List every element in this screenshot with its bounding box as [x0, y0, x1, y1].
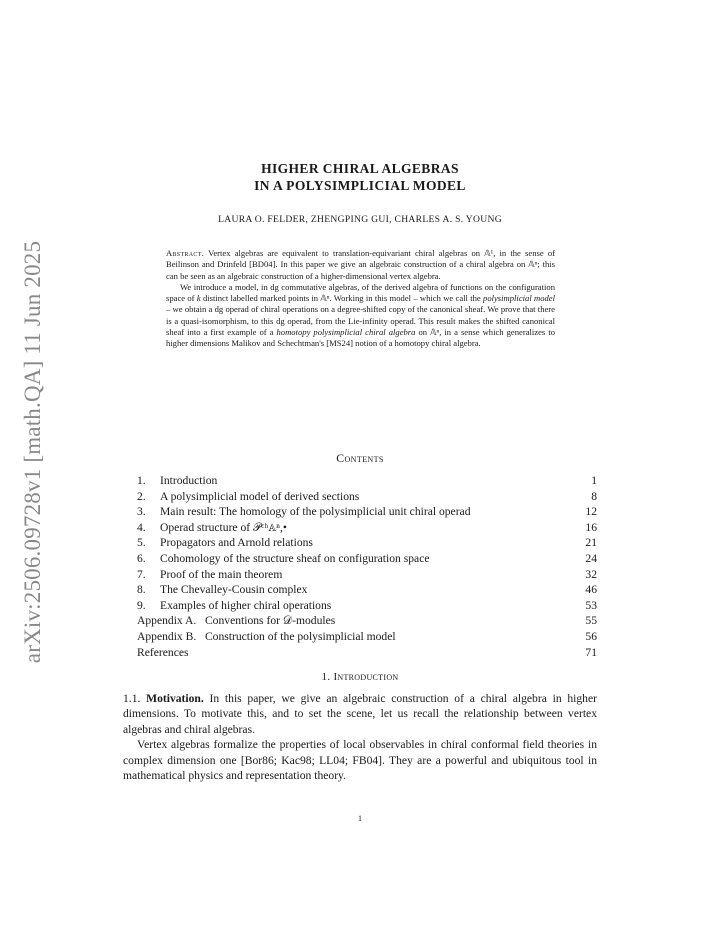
toc-entry-label: Introduction [160, 474, 218, 487]
table-of-contents [137, 473, 597, 660]
abstract-text-2a: We introduce a model, in dg commutative algebras, of the derived algebra of functions on the configuration space of [166, 281, 555, 304]
body-text [123, 691, 597, 783]
toc-entry-label: Appendix A. Conventions for 𝒟-modules [137, 614, 336, 628]
toc-entry-label: A polysimplicial model of derived sections [160, 489, 360, 503]
toc-entry-page: 32 [585, 567, 597, 581]
paper-title-line2: IN A POLYSIMPLICIAL MODEL [254, 178, 466, 193]
page-number: 1 [358, 814, 362, 823]
body-text-1: In this paper, we give an algebraic construction of a chiral algebra in higher dimensions. To motivate this, and to set the scene, let us recall the relationship between vertex algebras and chiral algebras. [123, 692, 597, 736]
toc-entry-label: Cohomology of the structure sheaf on configuration space [160, 551, 430, 565]
toc-entry-label: Propagators and Arnold relations [160, 536, 313, 550]
toc-entry-page: 12 [585, 505, 597, 519]
abstract-var-k: k [196, 293, 201, 304]
toc-entry-number: 5. [137, 536, 146, 550]
paper-title-line1: HIGHER CHIRAL ALGEBRAS [261, 161, 459, 176]
toc-entry[interactable] [137, 582, 597, 598]
abstract-emphasis-polysimplicial: polysimplicial model [483, 293, 556, 304]
toc-entry[interactable] [137, 489, 597, 505]
section-title: Introduction [333, 671, 399, 683]
toc-entry-label: Proof of the main theorem [160, 567, 283, 581]
toc-entry-label: Main result: The homology of the polysimplicial unit chiral operad [160, 505, 471, 519]
abstract-emphasis-homotopy: homotopy polysimplicial chiral algebra [276, 327, 416, 338]
toc-entry-label: The Chevalley-Cousin complex [160, 583, 308, 597]
toc-entry-label: Appendix B. Construction of the polysimplicial model [137, 629, 396, 643]
toc-entry-page: 56 [585, 629, 597, 643]
toc-entry[interactable] [137, 567, 597, 583]
abstract-text-1: Vertex algebras are equivalent to translation-equivariant chiral algebras on 𝔸¹, in the sense of Beilinson and Drinfeld [BD04]. In this paper we give an algebraic construction of a chiral algebra on 𝔸ⁿ; this can be seen as an algebraic construction of a higher-dimensional vertex algebra. [166, 248, 555, 281]
toc-entry[interactable] [137, 504, 597, 520]
toc-entry-page: 46 [585, 583, 597, 597]
abstract [166, 248, 555, 350]
toc-entry-number: 3. [137, 505, 146, 519]
toc-entry-number: 8. [137, 583, 146, 597]
paper-authors: LAURA O. FELDER, ZHENGPING GUI, CHARLES A. S. YOUNG [218, 214, 502, 225]
toc-entry-page: 16 [585, 520, 597, 534]
toc-entry-number: 6. [137, 551, 146, 565]
toc-entry[interactable] [137, 473, 597, 489]
toc-entry-page: 71 [585, 645, 597, 659]
abstract-heading: Abstract. [166, 248, 205, 258]
toc-entry[interactable] [137, 645, 597, 661]
abstract-text-2c: – we obtain a dg operad of chiral operations on a degree-shifted copy of the canonical sheaf. We prove that there is a quasi-isomorphism, to this dg operad, from the Lie-infinity operad. This result makes the shifted canonical sheaf into a first example of a [166, 304, 555, 338]
toc-entry-number: 1. [137, 474, 146, 487]
toc-entry-page: 1 [591, 474, 597, 487]
toc-entry-number: 2. [137, 489, 146, 503]
toc-entry[interactable] [137, 551, 597, 567]
toc-entry-page: 8 [591, 489, 597, 503]
toc-entry[interactable] [137, 629, 597, 645]
abstract-paragraph-2 [166, 282, 555, 350]
subsection-title: Motivation. [146, 692, 204, 705]
toc-entry-number: 4. [137, 520, 146, 534]
toc-entry-label: Examples of higher chiral operations [160, 598, 332, 612]
toc-entry[interactable] [137, 535, 597, 551]
toc-entry-label: Operad structure of 𝒫ᶜʰ𝔸ⁿ,• [160, 520, 287, 534]
toc-entry-page: 53 [585, 598, 597, 612]
toc-entry-page: 21 [585, 536, 597, 550]
arxiv-stamp-text: arXiv:2506.09728v1 [math.QA] 11 Jun 2025 [20, 240, 45, 664]
abstract-text-2b: distinct labelled marked points in 𝔸ⁿ. Working in this model – which we call the [200, 293, 484, 304]
section-number: 1. [321, 671, 331, 683]
toc-entry-page: 55 [585, 614, 597, 628]
toc-entry-label: References [137, 645, 189, 659]
body-text-2: Vertex algebras formalize the properties of local observables in chiral conformal field theories in complex dimension one [Bor86; Kac98; LL04; FB04]. They are a powerful and ubiquitous tool in mathematical physics and representation theory. [123, 738, 597, 783]
contents-heading: Contents [336, 451, 384, 465]
section-heading [0, 671, 720, 683]
toc-entry-number: 9. [137, 598, 146, 612]
toc-entry-number: 7. [137, 567, 146, 581]
toc-entry[interactable] [137, 613, 597, 629]
toc-entry-page: 24 [585, 551, 597, 565]
toc-entry[interactable] [137, 598, 597, 614]
body-paragraph-2 [123, 737, 597, 783]
toc-entry[interactable] [137, 520, 597, 536]
subsection-number: 1.1. [123, 692, 141, 705]
body-paragraph-1 [123, 691, 597, 737]
abstract-paragraph-1 [166, 248, 555, 282]
abstract-text-2d: on 𝔸ⁿ, in a sense which generalizes to higher dimensions Malikov and Schechtman's [MS24] notion of a homotopy chiral algebra. [166, 327, 555, 349]
